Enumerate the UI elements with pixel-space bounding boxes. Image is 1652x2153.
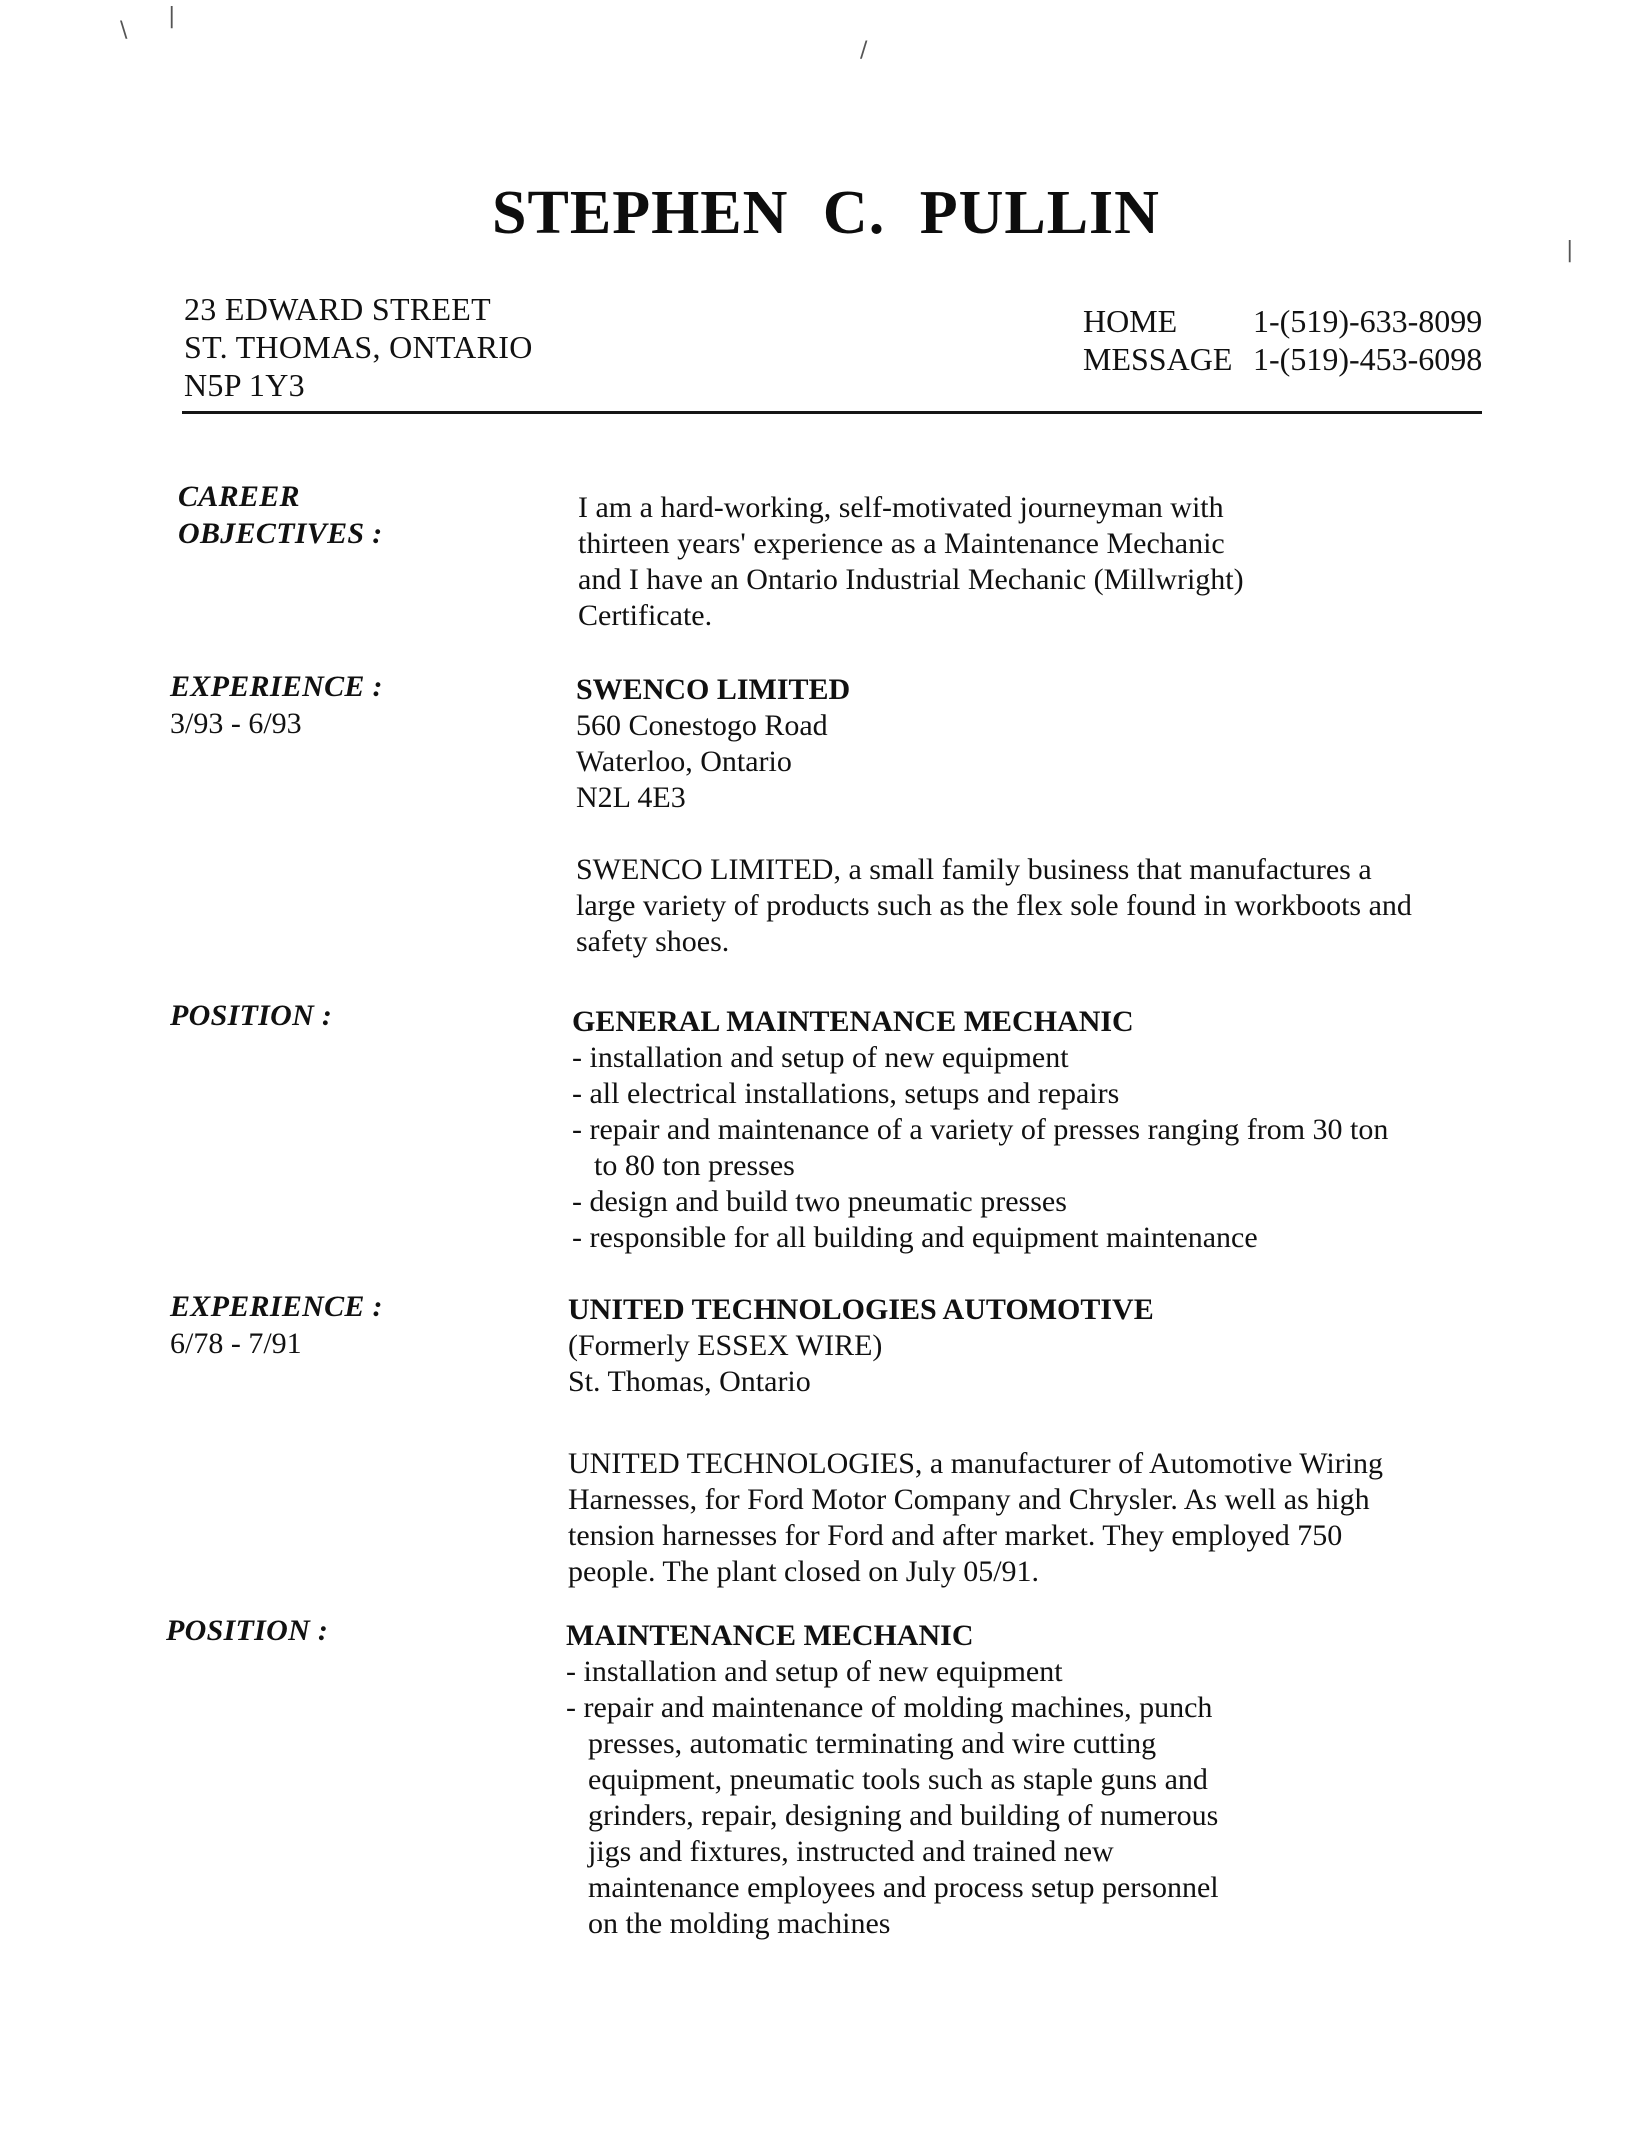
duty-line: grinders, repair, designing and building of numerous — [588, 1799, 1219, 1832]
contact-row-home — [1083, 302, 1482, 340]
address-line: N5P 1Y3 — [184, 367, 305, 403]
company-description-line: large variety of products such as the flex sole found in workboots and — [576, 889, 1412, 922]
experience-dates: 3/93 - 6/93 — [170, 707, 302, 740]
address-line: ST. THOMAS, ONTARIO — [184, 329, 533, 365]
duty-line: on the molding machines — [588, 1907, 891, 1940]
label-line: OBJECTIVES : — [178, 517, 383, 550]
contact-numbers — [1083, 302, 1482, 378]
company-address-line: 560 Conestogo Road — [576, 709, 828, 742]
duty-line: maintenance employees and process setup personnel — [588, 1871, 1219, 1904]
experience-dates: 6/78 - 7/91 — [170, 1327, 302, 1360]
phone-number: 1-(519)-453-6098 — [1253, 341, 1483, 377]
objective-line: and I have an Ontario Industrial Mechanic (Millwright) — [578, 563, 1244, 596]
career-objectives-text — [578, 490, 1508, 634]
mailing-address — [184, 290, 533, 404]
objective-line: Certificate. — [578, 599, 713, 632]
duty-line: - repair and maintenance of molding machines, punch — [566, 1691, 1213, 1724]
experience-2-details — [568, 1292, 1498, 1590]
company-address-line: N2L 4E3 — [576, 781, 686, 814]
company-description-line: SWENCO LIMITED, a small family business that manufactures a — [576, 853, 1372, 886]
contact-label: MESSAGE — [1083, 341, 1233, 377]
objective-line: thirteen years' experience as a Maintenance Mechanic — [578, 527, 1225, 560]
position-1-details — [572, 1004, 1502, 1256]
contact-label: HOME — [1083, 303, 1178, 339]
duty-line: - all electrical installations, setups and repairs — [572, 1077, 1120, 1110]
company-name: UNITED TECHNOLOGIES AUTOMOTIVE — [568, 1293, 1154, 1326]
company-description-line: people. The plant closed on July 05/91. — [568, 1555, 1040, 1588]
spacer — [576, 816, 1506, 852]
duty-line: - design and build two pneumatic presses — [572, 1185, 1067, 1218]
company-description-line: safety shoes. — [576, 925, 730, 958]
experience-label: EXPERIENCE : — [170, 1290, 383, 1323]
phone-number: 1-(519)-633-8099 — [1253, 303, 1483, 339]
duty-line: - installation and setup of new equipment — [572, 1041, 1069, 1074]
label-line: CAREER — [178, 480, 300, 513]
company-description-line: tension harnesses for Ford and after market. They employed 750 — [568, 1519, 1343, 1552]
scan-mark: | — [168, 4, 176, 29]
company-description-line: Harnesses, for Ford Motor Company and Chrysler. As well as high — [568, 1483, 1370, 1516]
company-description-line: UNITED TECHNOLOGIES, a manufacturer of Automotive Wiring — [568, 1447, 1384, 1480]
position-label: POSITION : — [170, 999, 333, 1032]
header-divider — [182, 411, 1482, 414]
company-name: SWENCO LIMITED — [576, 673, 851, 706]
duty-line: presses, automatic terminating and wire cutting — [588, 1727, 1157, 1760]
address-line: 23 EDWARD STREET — [184, 291, 492, 327]
applicant-name: STEPHEN C. PULLIN — [492, 179, 1160, 247]
contact-row-message — [1083, 340, 1482, 378]
position-label: POSITION : — [166, 1614, 329, 1647]
position-title: MAINTENANCE MECHANIC — [566, 1619, 974, 1652]
duty-line: equipment, pneumatic tools such as staple guns and — [588, 1763, 1208, 1796]
scan-mark: \ — [120, 18, 128, 43]
duty-line: - installation and setup of new equipment — [566, 1655, 1063, 1688]
experience-label: EXPERIENCE : — [170, 670, 383, 703]
duty-line: to 80 ton presses — [594, 1149, 795, 1182]
experience-1-details — [576, 672, 1506, 960]
company-address-line: (Formerly ESSEX WIRE) — [568, 1329, 883, 1362]
company-address-line: St. Thomas, Ontario — [568, 1365, 811, 1398]
position-2-details — [566, 1618, 1496, 1942]
scan-mark: | — [1566, 238, 1574, 263]
scan-mark: / — [860, 38, 868, 63]
objective-line: I am a hard-working, self-motivated journeyman with — [578, 491, 1224, 524]
duty-line: - responsible for all building and equipment maintenance — [572, 1221, 1258, 1254]
duty-line: - repair and maintenance of a variety of presses ranging from 30 ton — [572, 1113, 1389, 1146]
duty-line: jigs and fixtures, instructed and trained new — [588, 1835, 1114, 1868]
spacer — [568, 1400, 1498, 1446]
position-title: GENERAL MAINTENANCE MECHANIC — [572, 1005, 1134, 1038]
company-address-line: Waterloo, Ontario — [576, 745, 792, 778]
career-objectives-label — [178, 478, 383, 552]
